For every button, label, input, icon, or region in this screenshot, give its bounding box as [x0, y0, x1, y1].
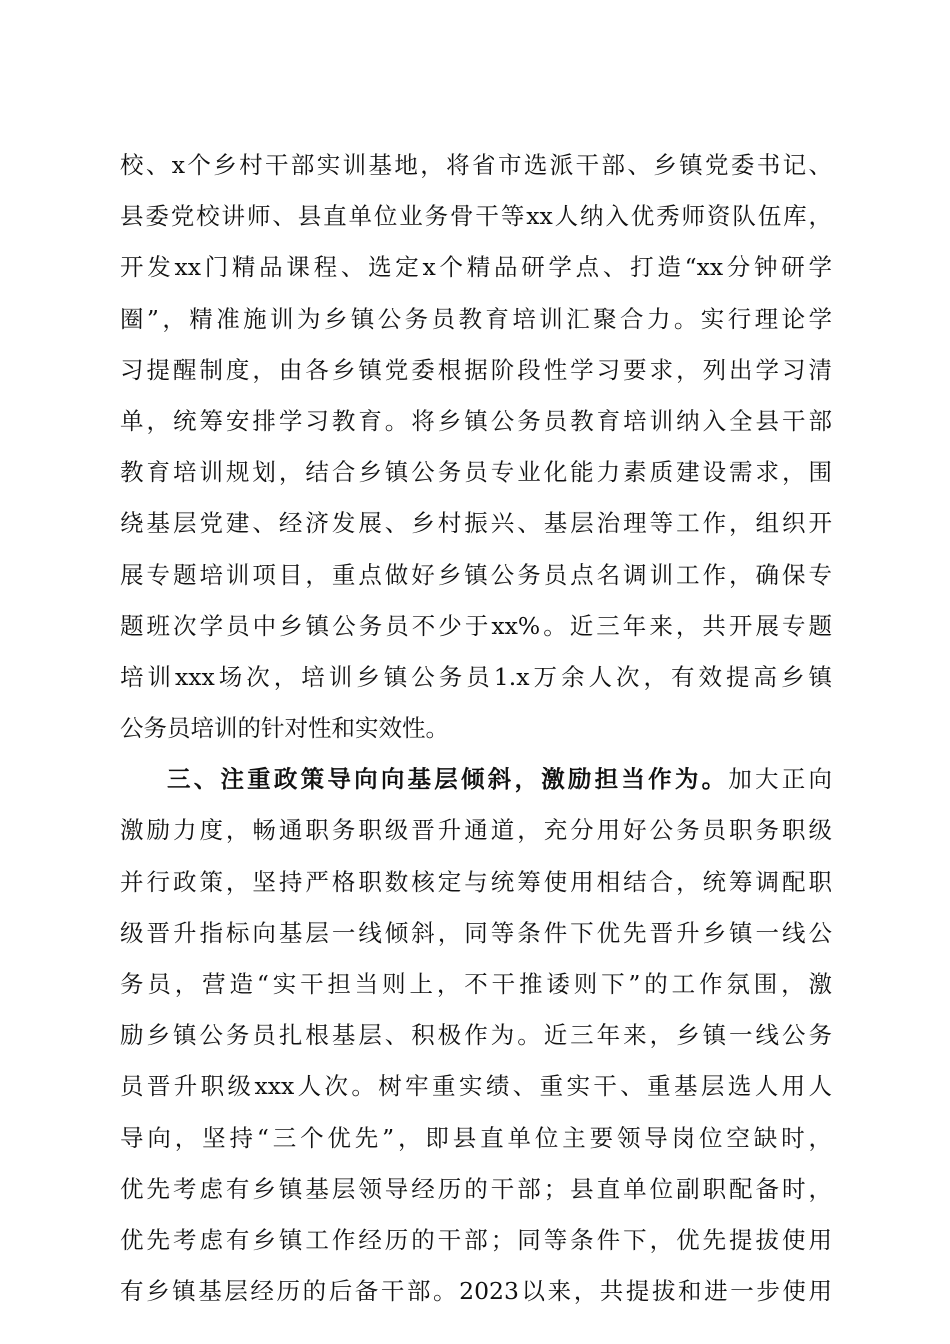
- text-line: 圈”，精准施训为乡镇公务员教育培训汇聚合力。实行理论学: [120, 304, 832, 333]
- text-line: 优先考虑有乡镇基层领导经历的干部；县直单位副职配备时，: [120, 1174, 832, 1203]
- text-line: 优先考虑有乡镇工作经历的干部；同等条件下，优先提拔使用: [120, 1225, 832, 1254]
- text-line: 题班次学员中乡镇公务员不少于xx%。近三年来，共开展专题: [120, 611, 832, 640]
- text-line: 开发xx门精品课程、选定x个精品研学点、打造“xx分钟研学: [120, 253, 832, 282]
- text-line: 县委党校讲师、县直单位业务骨干等xx人纳入优秀师资队伍库，: [120, 202, 832, 231]
- text-line: 培训xxx场次，培训乡镇公务员1.x万余人次，有效提高乡镇: [120, 662, 832, 691]
- heading-line-rest: 加大正向: [728, 765, 833, 794]
- text-line: 务员，营造“实干担当则上，不干推诿则下”的工作氛围，激: [120, 970, 832, 998]
- text-line: 习提醒制度，由各乡镇党委根据阶段性学习要求，列出学习清: [120, 355, 832, 384]
- text-line: 绕基层党建、经济发展、乡村振兴、基层治理等工作，组织开: [120, 509, 832, 538]
- text-line: 激励力度，畅通职务职级晋升通道，充分用好公务员职务职级: [120, 816, 832, 845]
- text-line: 展专题培训项目，重点做好乡镇公务员点名调训工作，确保专: [120, 560, 832, 589]
- text-line: 级晋升指标向基层一线倾斜，同等条件下优先晋升乡镇一线公: [120, 918, 832, 947]
- document-body: [120, 140, 832, 1317]
- text-line: 励乡镇公务员扎根基层、积极作为。近三年来，乡镇一线公务: [120, 1021, 832, 1050]
- paragraph-training: [120, 140, 832, 754]
- heading-line: [120, 754, 832, 805]
- text-line: 员晋升职级xxx人次。树牢重实绩、重实干、重基层选人用人: [120, 1072, 832, 1101]
- text-line: 教育培训规划，结合乡镇公务员专业化能力素质建设需求，围: [120, 458, 832, 487]
- paragraph-policy: [120, 754, 832, 1317]
- text-line: 有乡镇基层经历的后备干部。2023以来，共提拔和进一步使用: [120, 1277, 832, 1306]
- text-line: 单，统筹安排学习教育。将乡镇公务员教育培训纳入全县干部: [120, 406, 832, 435]
- text-line: 校、x个乡村干部实训基地，将省市选派干部、乡镇党委书记、: [120, 151, 832, 179]
- text-line: 导向，坚持“三个优先”，即县直单位主要领导岗位空缺时，: [120, 1123, 832, 1152]
- section-heading: 三、注重政策导向向基层倾斜，激励担当作为。: [167, 765, 729, 794]
- text-line: 公务员培训的针对性和实效性。: [120, 714, 449, 743]
- text-line: 并行政策，坚持严格职数核定与统筹使用相结合，统筹调配职: [120, 867, 832, 896]
